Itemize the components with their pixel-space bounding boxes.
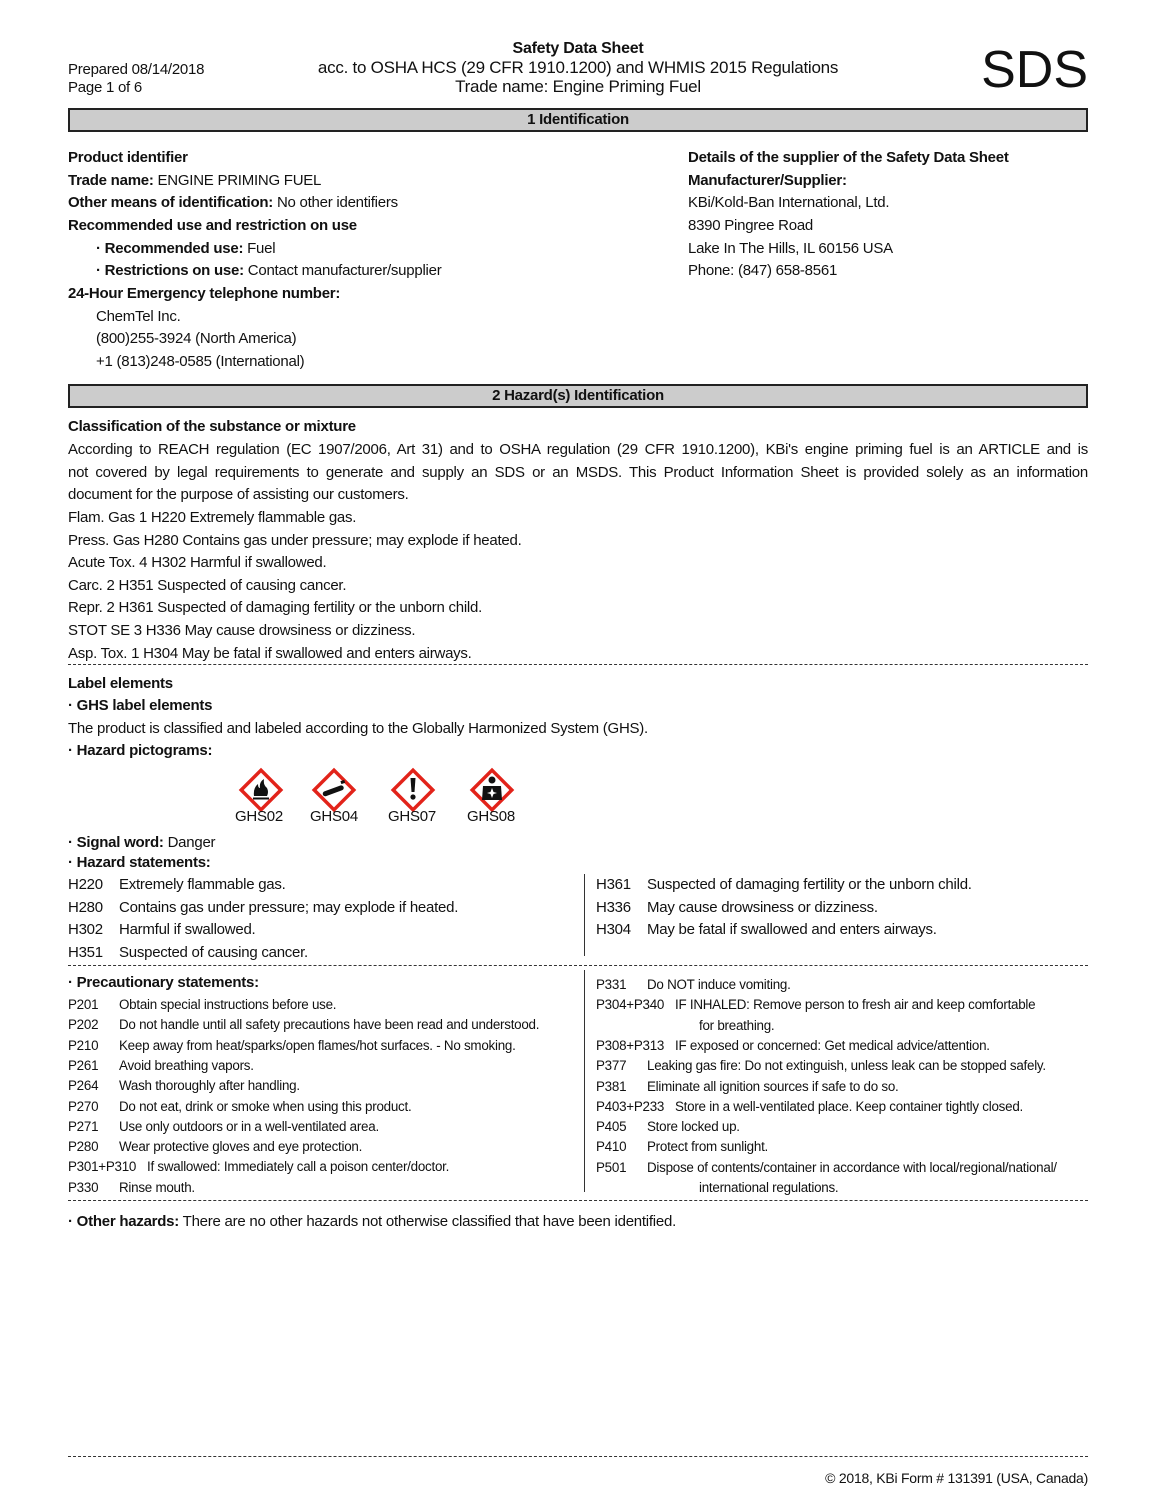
health-hazard-pictogram-icon bbox=[468, 766, 516, 814]
supplier-heading: Details of the supplier of the Safety Data Sheet bbox=[688, 149, 1009, 166]
sds-logo: SDS bbox=[981, 41, 1088, 99]
signal-word-value: Danger bbox=[163, 834, 216, 851]
other-hazards-value: There are no other hazards not otherwise classified that have been identified. bbox=[179, 1213, 676, 1230]
precautionary-statement bbox=[596, 1017, 774, 1035]
statement-code: P377 bbox=[596, 1058, 627, 1074]
supplier-line: Lake In The Hills, IL 60156 USA bbox=[688, 240, 893, 257]
statement-code: P331 bbox=[596, 977, 627, 992]
statement-code: P410 bbox=[596, 1139, 627, 1155]
statement-text: Avoid breathing vapors. bbox=[119, 1057, 254, 1073]
other-means bbox=[68, 194, 398, 212]
statement-code: P270 bbox=[68, 1098, 99, 1114]
statement-code: P381 bbox=[596, 1078, 627, 1094]
classification-item: Carc. 2 H351 Suspected of causing cancer. bbox=[68, 576, 347, 594]
statement-text: Suspected of causing cancer. bbox=[119, 944, 308, 962]
classification-text: not covered by legal requirements to generate and supply an SDS or an MSDS. This Product Information Sheet is provided solely as an information bbox=[68, 463, 1088, 481]
statement-code: H220 bbox=[68, 876, 103, 893]
statement-code: P261 bbox=[68, 1057, 99, 1073]
supplier-line: 8390 Pingree Road bbox=[688, 217, 814, 234]
footer-divider bbox=[68, 1456, 1088, 1457]
pictograms-label: · Hazard pictograms: bbox=[68, 742, 213, 759]
precautionary-statement bbox=[68, 1037, 516, 1055]
emergency-line: (800)255-3924 (North America) bbox=[96, 330, 297, 347]
manufacturer-label: Manufacturer/Supplier: bbox=[688, 172, 847, 189]
statement-text: If swallowed: Immediately call a poison center/doctor. bbox=[147, 1159, 450, 1175]
statement-code: P202 bbox=[68, 1017, 99, 1033]
statement-text: Protect from sunlight. bbox=[647, 1139, 769, 1155]
other-hazards bbox=[68, 1213, 676, 1231]
statement-text: Store in a well-ventilated place. Keep container tightly closed. bbox=[675, 1098, 1023, 1114]
copyright: © 2018, KBi Form # 131391 (USA, Canada) bbox=[825, 1470, 1088, 1486]
statement-code: P405 bbox=[596, 1119, 627, 1135]
statement-code: H304 bbox=[596, 921, 631, 939]
statement-code: H336 bbox=[596, 898, 631, 916]
precautionary-statement bbox=[596, 976, 791, 994]
hazard-statement bbox=[596, 899, 878, 917]
supplier-line: Phone: (847) 658-8561 bbox=[688, 262, 838, 279]
classification-item: Asp. Tox. 1 H304 May be fatal if swallowed and enters airways. bbox=[68, 644, 472, 662]
restrictions-value: Contact manufacturer/supplier bbox=[243, 262, 442, 279]
statement-code: P280 bbox=[68, 1139, 99, 1155]
precautionary-statement bbox=[596, 996, 1035, 1014]
ghs-text: The product is classified and labeled according to the Globally Harmonized System (GHS). bbox=[68, 720, 648, 737]
statement-code: H280 bbox=[68, 898, 103, 916]
precautionary-statement bbox=[68, 1138, 362, 1156]
flame-pictogram-icon bbox=[237, 766, 285, 814]
pictogram-label: GHS04 bbox=[310, 808, 358, 825]
other-hazards-label: · Other hazards: bbox=[68, 1213, 180, 1230]
statement-text: international regulations. bbox=[699, 1180, 839, 1195]
statement-text: Eliminate all ignition sources if safe to do so. bbox=[647, 1078, 899, 1094]
precautionary-statement bbox=[596, 1159, 1057, 1177]
statement-text: Keep away from heat/sparks/open flames/hot surfaces. - No smoking. bbox=[119, 1037, 516, 1053]
statement-code: P210 bbox=[68, 1037, 99, 1053]
precautionary-statement bbox=[68, 1098, 411, 1116]
emergency-line: +1 (813)248-0585 (International) bbox=[96, 353, 305, 370]
statement-text: IF INHALED: Remove person to fresh air and keep comfortable bbox=[675, 997, 1036, 1013]
hazard-statement bbox=[68, 876, 286, 894]
statement-text: May cause drowsiness or dizziness. bbox=[647, 898, 878, 916]
divider bbox=[68, 1200, 1088, 1201]
divider bbox=[68, 965, 1088, 966]
column-divider bbox=[584, 970, 585, 1192]
label-elements-heading: Label elements bbox=[68, 675, 173, 692]
statement-text: Extremely flammable gas. bbox=[119, 876, 286, 893]
recommended-use-label: · Recommended use: bbox=[96, 240, 244, 257]
statement-text: Do not eat, drink or smoke when using this product. bbox=[119, 1098, 412, 1114]
statement-text: Do not handle until all safety precautions have been read and understood. bbox=[119, 1017, 540, 1033]
section-2-header: 2 Hazard(s) Identification bbox=[68, 384, 1088, 408]
precautionary-statement bbox=[596, 1098, 1023, 1116]
precautionary-statement bbox=[68, 1158, 449, 1176]
regulation-line: acc. to OSHA HCS (29 CFR 1910.1200) and WHMIS 2015 Regulations bbox=[317, 58, 839, 77]
classification-item: STOT SE 3 H336 May cause drowsiness or dizziness. bbox=[68, 622, 416, 639]
classification-item: Acute Tox. 4 H302 Harmful if swallowed. bbox=[68, 554, 327, 572]
pictogram-label: GHS07 bbox=[388, 808, 436, 825]
statement-code: P308+P313 bbox=[596, 1037, 665, 1053]
classification-item: Flam. Gas 1 H220 Extremely flammable gas. bbox=[68, 509, 357, 526]
page-number: Page 1 of 6 bbox=[68, 79, 142, 96]
section-1-header: 1 Identification bbox=[68, 108, 1088, 132]
precautionary-statement bbox=[596, 1057, 1046, 1075]
prepared-date: Prepared 08/14/2018 bbox=[68, 61, 205, 78]
precautionary-statement bbox=[68, 1179, 195, 1197]
statement-code: P301+P310 bbox=[68, 1159, 137, 1175]
statement-code: P501 bbox=[596, 1159, 627, 1175]
document-title: Safety Data Sheet bbox=[512, 40, 644, 57]
precautionary-statement bbox=[68, 1016, 539, 1034]
statement-code: H361 bbox=[596, 876, 631, 893]
recommended-use bbox=[96, 240, 275, 258]
classification-item: Repr. 2 H361 Suspected of damaging fertility or the unborn child. bbox=[68, 599, 483, 617]
statement-text: Harmful if swallowed. bbox=[119, 921, 256, 939]
statement-text: Dispose of contents/container in accordance with local/regional/national/ bbox=[647, 1159, 1057, 1175]
statement-code: H302 bbox=[68, 921, 103, 939]
statement-code: P201 bbox=[68, 997, 99, 1012]
statement-text: May be fatal if swallowed and enters airways. bbox=[647, 921, 937, 939]
emergency-heading: 24-Hour Emergency telephone number: bbox=[68, 285, 341, 302]
precautionary-statement bbox=[596, 1037, 990, 1055]
classification-text: document for the purpose of assisting our customers. bbox=[68, 486, 409, 504]
statement-code: H351 bbox=[68, 944, 103, 962]
supplier-line: KBi/Kold-Ban International, Ltd. bbox=[688, 194, 890, 211]
statement-text: Store locked up. bbox=[647, 1119, 740, 1135]
statement-code: P330 bbox=[68, 1179, 99, 1195]
statement-text: Do NOT induce vomiting. bbox=[647, 977, 791, 992]
precautionary-statement bbox=[596, 1138, 768, 1156]
pictogram-label: GHS02 bbox=[235, 808, 283, 825]
pictogram-label: GHS08 bbox=[467, 808, 515, 825]
hazard-statement bbox=[68, 921, 255, 939]
statement-code: P403+P233 bbox=[596, 1098, 665, 1114]
trade-name bbox=[68, 172, 321, 190]
precautionary-statement bbox=[68, 996, 336, 1014]
hazard-statements-label: · Hazard statements: bbox=[68, 854, 211, 871]
exclamation-pictogram-icon bbox=[389, 766, 437, 814]
statement-text: Wash thoroughly after handling. bbox=[119, 1078, 300, 1094]
signal-word bbox=[68, 834, 215, 852]
hazard-statement bbox=[68, 944, 308, 962]
statement-text: Use only outdoors or in a well-ventilated area. bbox=[119, 1118, 379, 1134]
statement-text: Rinse mouth. bbox=[119, 1179, 195, 1195]
other-means-label: Other means of identification: bbox=[68, 194, 274, 211]
hazard-statement bbox=[68, 899, 458, 917]
statement-text: Obtain special instructions before use. bbox=[119, 997, 337, 1012]
trade-name-value: ENGINE PRIMING FUEL bbox=[153, 172, 322, 189]
recommended-use-heading: Recommended use and restriction on use bbox=[68, 217, 357, 234]
precautionary-statement bbox=[596, 1078, 899, 1096]
hazard-statement bbox=[596, 921, 937, 939]
classification-item: Press. Gas H280 Contains gas under pressure; may explode if heated. bbox=[68, 531, 522, 549]
statement-text: Contains gas under pressure; may explode if heated. bbox=[119, 898, 459, 916]
statement-text: Wear protective gloves and eye protection. bbox=[119, 1139, 363, 1155]
signal-word-label: · Signal word: bbox=[68, 834, 164, 851]
restrictions-label: · Restrictions on use: bbox=[96, 262, 244, 279]
precautionary-label: · Precautionary statements: bbox=[68, 974, 259, 991]
statement-text: Suspected of damaging fertility or the unborn child. bbox=[647, 876, 972, 893]
classification-heading: Classification of the substance or mixture bbox=[68, 418, 356, 435]
statement-code: P304+P340 bbox=[596, 997, 665, 1013]
trade-name-header: Trade name: Engine Priming Fuel bbox=[455, 77, 701, 96]
statement-text: Leaking gas fire: Do not extinguish, unless leak can be stopped safely. bbox=[647, 1058, 1046, 1074]
restrictions bbox=[96, 262, 441, 280]
statement-text: IF exposed or concerned: Get medical advice/attention. bbox=[675, 1037, 990, 1053]
precautionary-statement bbox=[596, 1179, 838, 1197]
precautionary-statement bbox=[68, 1118, 379, 1136]
classification-text: According to REACH regulation (EC 1907/2006, Art 31) and to OSHA regulation (29 CFR 1910.1200), KBi's engine priming fuel is an ARTICLE and is bbox=[68, 441, 1088, 458]
product-identifier-heading: Product identifier bbox=[68, 149, 188, 166]
statement-code: P264 bbox=[68, 1078, 99, 1094]
column-divider bbox=[584, 874, 585, 956]
precautionary-statement bbox=[596, 1118, 740, 1136]
precautionary-statement bbox=[68, 1057, 254, 1075]
emergency-line: ChemTel Inc. bbox=[96, 308, 181, 325]
trade-name-label: Trade name: bbox=[68, 172, 154, 189]
gas-cylinder-pictogram-icon bbox=[310, 766, 358, 814]
hazard-statement bbox=[596, 876, 972, 894]
recommended-use-value: Fuel bbox=[243, 240, 276, 257]
precautionary-statement bbox=[68, 1077, 300, 1095]
statement-text: for breathing. bbox=[699, 1017, 775, 1033]
other-means-value: No other identifiers bbox=[273, 194, 398, 211]
divider bbox=[68, 664, 1088, 665]
ghs-label-heading: · GHS label elements bbox=[68, 697, 213, 714]
statement-code: P271 bbox=[68, 1118, 99, 1134]
